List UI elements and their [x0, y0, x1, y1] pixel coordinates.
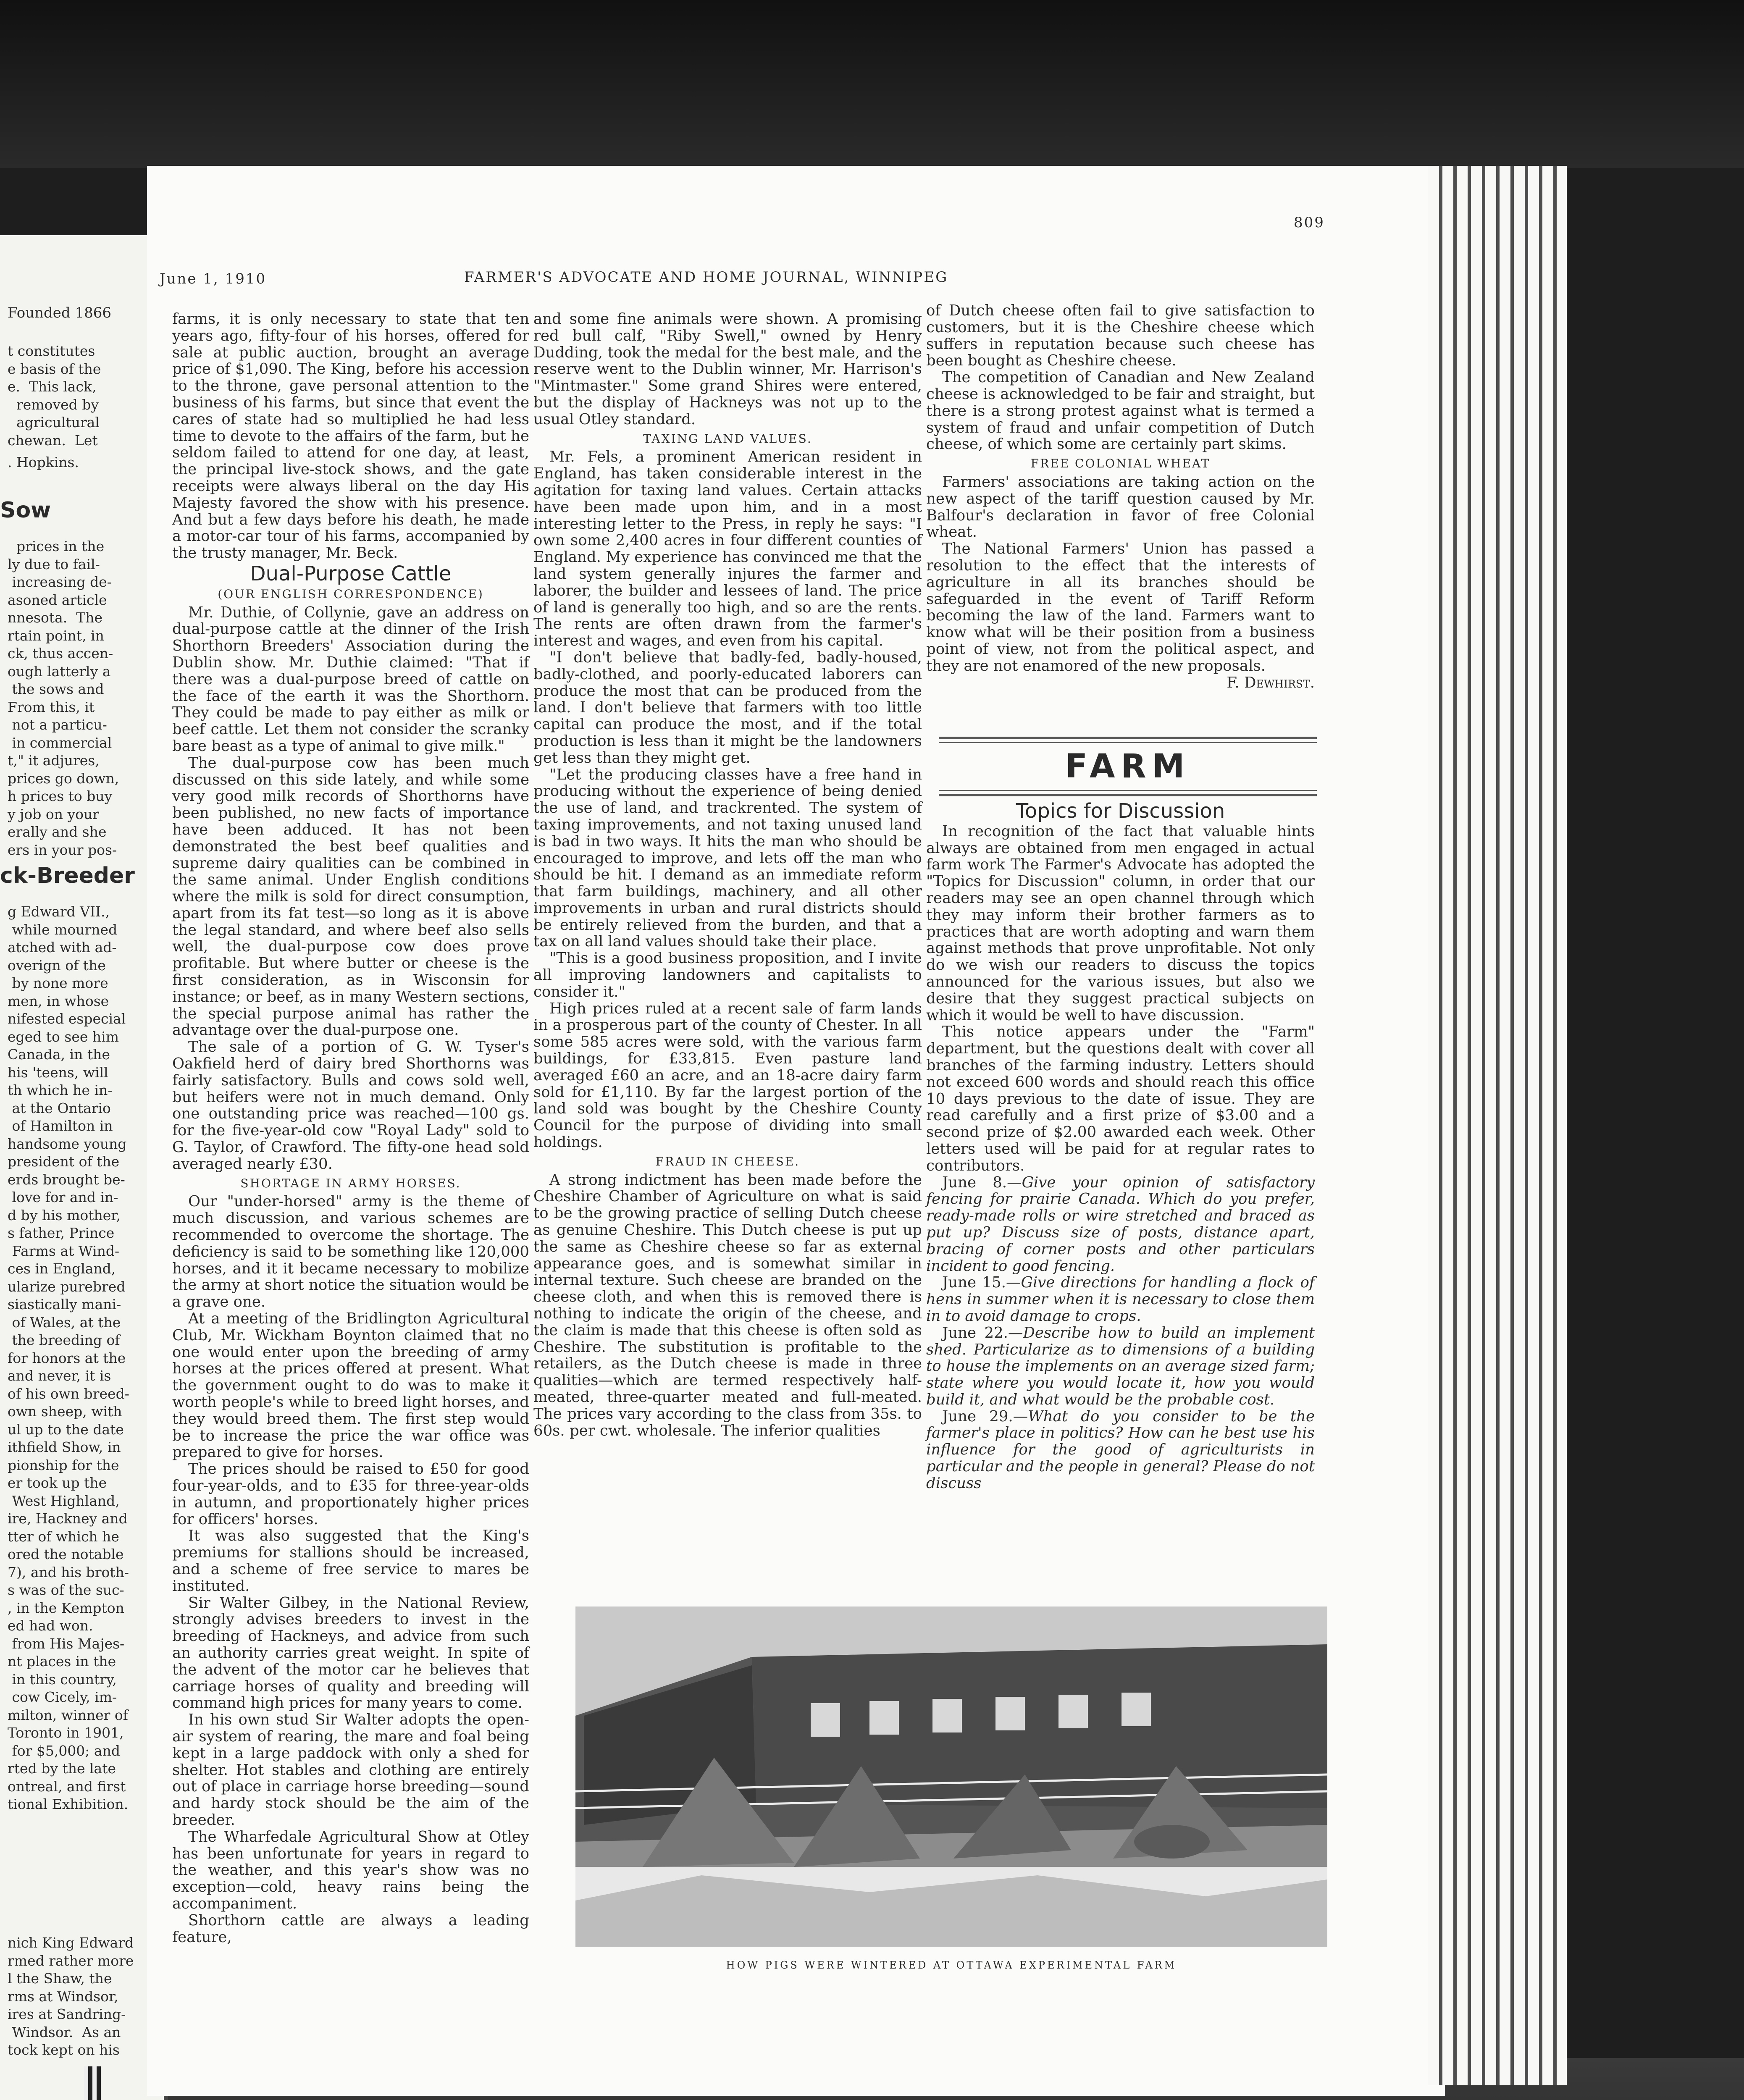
paragraph: Mr. Duthie, of Collynie, gave an address on dual-purpose cattle at the dinner of the Irish Shorthorn Breeders' Association during the Dublin show. Mr. Duthie claimed: "That if there was a dual-purpose breed of cattle on the face of the earth it was the Shorthorn. They could be made to pay either as milk or beef cattle. Let them not consider the scranky bare beast as a type of animal to give milk.": [172, 604, 529, 755]
left-heading-breeder: ck-Breeder: [0, 863, 135, 888]
paragraph: and some fine animals were shown. A promising red bull calf, "Riby Swell," owned by Henry Dudding, took the medal for the best male, and the reserve went to the Dublin winner, Mr. Harrison's "Mintmaster." Some grand Shires were entered, but the display of Hackneys was not up to the usual Otley standard.: [533, 310, 922, 428]
paragraph: In his own stud Sir Walter adopts the open-air system of rearing, the mare and foal being kept in a large paddock with only a shed for shelter. Hot stables and clothing are entirely out of place in carriage horse breeding—sound and hardy stock should be the aim of the breeder.: [172, 1711, 529, 1829]
topic-june-8: [926, 1174, 1315, 1275]
paragraph: Shorthorn cattle are always a leading feature,: [172, 1911, 529, 1946]
page-edges: [1428, 166, 1567, 2085]
topic-june-29: [926, 1408, 1315, 1492]
paragraph: of Dutch cheese often fail to give satisfaction to customers, but it is the Cheshire cheese which suffers in reputation because such cheese has been bought as Cheshire cheese.: [926, 302, 1315, 370]
photo-pigs-wintered: [575, 1606, 1327, 1947]
paragraph: The Wharfedale Agricultural Show at Otley has been unfortunate for years in regard to the weather, and this year's show was no exception—cold, heavy rains being the accompaniment.: [172, 1828, 529, 1912]
banner-rule: [939, 737, 1317, 739]
left-fragment-1: t constitutes e basis of the e. This lack, removed by agricultural chewan. Let: [8, 343, 101, 449]
paragraph: "This is a good business proposition, and I invite all improving landowners and capitalists to consider it.": [533, 950, 922, 1000]
banner-rule: [939, 794, 1317, 796]
topic-text: What do you consider to be the farmer's place in politics? How can he best use his influence for the good of agriculturists in particular and the people in general? Please do not discuss: [926, 1407, 1315, 1492]
page-number: 809: [1294, 214, 1325, 231]
left-facing-page: [0, 235, 168, 2100]
subheading-army-horses: SHORTAGE IN ARMY HORSES.: [240, 1176, 461, 1190]
column-1: [172, 311, 529, 1945]
article-heading-dual-purpose-cattle: Dual-Purpose Cattle: [250, 562, 452, 585]
banner-rule: [939, 742, 1317, 743]
topic-text: Describe how to build an implement shed. Particularize as to dimensions of a building to house the implements on an average sized farm; state where you would locate it, how you would build it, and what would be the probable cost.: [926, 1324, 1315, 1408]
paragraph: Sir Walter Gilbey, in the National Review, strongly advises breeders to invest in the breeding of Hackneys, and advice from such an authority carries great weight. In spite of the advent of the motor car he believes that carriage horses of quality and breeding will command high prices for many years to come.: [172, 1594, 529, 1712]
paragraph: It was also suggested that the King's premiums for stallions should be increased, and a scheme of free service to mares be instituted.: [172, 1527, 529, 1595]
left-fragment-5: nich King Edward rmed rather more l the Shaw, the rms at Windsor, ires at Sandring- Windsor. As an tock kept on his: [8, 1935, 134, 2058]
paragraph: The sale of a portion of G. W. Tyser's Oakfield herd of dairy bred Shorthorns was fairly satisfactory. Bulls and cows sold well, but heifers were not in much demand. Only one outstanding price was reached—100 gs. for the five-year-old cow "Royal Lady" sold to G. Taylor, of Crawford. The fifty-one head sold averaged nearly £30.: [172, 1038, 529, 1173]
paragraph: The National Farmers' Union has passed a resolution to the effect that the interests of agriculture in all its branches should be safeguarded in the event of Tariff Reform becoming the law of the land. Farmers want to know what will be their position from a business point of view, not from the political aspect, and they are not enamored of the new proposals.: [926, 540, 1315, 675]
topic-date: June 29.—: [942, 1407, 1028, 1425]
topic-date: June 8.—: [942, 1173, 1022, 1191]
header-date: June 1, 1910: [160, 270, 267, 287]
paragraph: The competition of Canadian and New Zealand cheese is acknowledged to be fair and straight, but there is a strong protest against what is termed a system of fraud and unfair competition of Dutch cheese, of which some are certainly part skims.: [926, 369, 1315, 453]
left-heading-sow: Sow: [0, 498, 51, 523]
left-fragment-4: g Edward VII., while mourned atched with ad- overign of the by none more men, in whose nifested especial eged to see him Canada, in the his 'teens, will th which he in- at the Ontario of Hamilton in handsome young president of the erds brought be- love for and in- d by his mother, s father, Prince Farms at Wind- ces in England, ularize purebred siastically mani- of Wales, at the the breeding of for honors at the and never, it is of his own breed- own sheep, with ul up to the date ithfield Show, in pionship for the er took up the West Highland, ire, Hackney and tter of which he ored the notable 7), and his broth- s was of the suc- , in the Kempton ed had won. from His Majes- nt places in the in this country, cow Cicely, im- milton, winner of Toronto in 1901, for $5,000; and rted by the late ontreal, and first tional Exhibition.: [8, 903, 129, 1812]
paragraph: Mr. Fels, a prominent American resident in England, has taken considerable interest in the agitation for taxing land values. Certain attacks have been made upon him, and in a most interesting letter to the Press, in reply he says: "I own some 2,400 acres in four different counties of England. My experience has convinced me that the land system generally injures the farmer and laborer, the builder and lessees of land. The price of land is generally too high, and so are the rents. The rents are often drawn from the farmer's interest and wages, and even from his capital.: [533, 448, 922, 650]
article-heading-topics: Topics for Discussion: [1016, 799, 1225, 823]
topic-text: Give directions for handling a flock of hens in summer when it is necessary to close them in to avoid damage to crops.: [926, 1274, 1315, 1325]
farm-section-banner: [939, 734, 1317, 801]
left-fragment-3: prices in the ly due to fail- increasing de- asoned article nnesota. The rtain point, in ck, thus accen- ough latterly a the sows and From this, it not a particu- in commercial t," it adjures, prices go down, h prices to buy y job on your erally and she ers in your pos-: [8, 538, 119, 858]
subheading-taxing-land-values: TAXING LAND VALUES.: [643, 431, 812, 446]
topic-date: June 22.—: [942, 1324, 1023, 1341]
paragraph: This notice appears under the "Farm" department, but the questions dealt with cover all branches of the farming industry. Letters should not exceed 600 words and should reach this office 10 days previous to the date of issue. They are read carefully and a first prize of $3.00 and a second prize of $2.00 awarded each week. Other letters used will be paid for at regular rates to contributors.: [926, 1023, 1315, 1174]
paragraph: "I don't believe that badly-fed, badly-housed, badly-clothed, and poorly-educated laborers can produce the most that can be produced from the land. I don't believe that farmers with too little capital can produce the most, and if the total production is less than it might be the landowners get less than they might get.: [533, 648, 922, 766]
topic-text: Give your opinion of satisfactory fencing for prairie Canada. Which do you prefer, ready-made rolls or wire stretched and braced as put up? Discuss size of posts, distance apart, bracing of corner posts and other particulars incident to good fencing.: [926, 1173, 1315, 1275]
paragraph: High prices ruled at a recent sale of farm lands in a prosperous part of the county of Chester. In all some 585 acres were sold, with the various farm buildings, for £33,815. Even pasture land averaged £60 an acre, and an 18-acre dairy farm sold for £1,110. By far the largest portion of the land sold was bought by the Cheshire County Council for the purpose of dividing into small holdings.: [533, 1000, 922, 1151]
column-3-lower: [926, 799, 1315, 1492]
header-title: FARMER'S ADVOCATE AND HOME JOURNAL, WINNIPEG: [464, 269, 948, 286]
founded-label: Founded 1866: [8, 304, 111, 321]
subheading-free-colonial-wheat: FREE COLONIAL WHEAT: [1030, 457, 1211, 471]
left-fragment-2: . Hopkins.: [8, 454, 79, 470]
subheading-fraud-in-cheese: FRAUD IN CHEESE.: [655, 1154, 800, 1168]
topic-date: June 15.—: [942, 1274, 1021, 1292]
paragraph: A strong indictment has been made before the Cheshire Chamber of Agriculture on what is said to be the growing practice of selling Dutch cheese as genuine Cheshire. This Dutch cheese is put up the same as Cheshire cheese so far as external appearance goes, and is somewhat similar in internal texture. Such cheese are branded on the cheese cloth, and when this is removed there is nothing to indicate the origin of the cheese, and the claim is made that this cheese is often sold as Cheshire. The substitution is profitable to the retailers, as the Dutch cheese is made in three qualities—which are termed respectively half-meated, three-quarter meated and full-meated. The prices vary according to the class from 35s. to 60s. per cwt. wholesale. The inferior qualities: [533, 1171, 922, 1439]
paragraph: Farmers' associations are taking action on the new aspect of the tariff question caused by Mr. Balfour's declaration in favor of free Colonial wheat.: [926, 473, 1315, 541]
book-binding: [84, 2066, 101, 2100]
scan-background-top: [0, 0, 1744, 168]
column-3-upper: [926, 302, 1315, 691]
paragraph: In recognition of the fact that valuable hints always are obtained from men engaged in actual farm work The Farmer's Advocate has adopted the "Topics for Discussion" column, in order that our readers may see an open channel through which they may inform their brother farmers as to practices that are worth adopting and warn them against methods that prove unprofitable. Not only do we wish our readers to discuss the topics announced for the various issues, but also we desire that they suggest practical subjects on which it would be well to have discussion.: [926, 822, 1315, 1024]
paragraph: The prices should be raised to £50 for good four-year-olds, and to £35 for three-year-olds in autumn, and proportionately higher prices for officers' horses.: [172, 1460, 529, 1528]
byline: (OUR ENGLISH CORRESPONDENCE): [218, 587, 484, 601]
paragraph: "Let the producing classes have a free hand in producing without the experience of being denied the use of land, and trackrented. The system of taxing improvements, and not taxing unused land is bad in two ways. It hits the man who should be encouraged to improve, and lets off the man who should be hit. I demand as an immediate reform that farm buildings, machinery, and all other improvements in urban and rural districts should be entirely relieved from the burden, and that a tax on all land values should take their place.: [533, 766, 922, 950]
topic-june-15: [926, 1274, 1315, 1324]
photo-illustration: [575, 1606, 1327, 1947]
banner-rule: [939, 790, 1317, 791]
topic-june-22: [926, 1325, 1315, 1408]
column-2: [533, 311, 922, 1439]
paragraph: At a meeting of the Bridlington Agricultural Club, Mr. Wickham Boynton claimed that no one would enter upon the breeding of army horses at the prices offered at present. What the government ought to do was to make it worth people's while to breed light horses, and they would breed them. The first step would be to increase the price the war office was prepared to give for horses.: [172, 1310, 529, 1461]
paragraph: Our "under-horsed" army is the theme of much discussion, and various schemes are recommended to overcome the shortage. The deficiency is said to be something like 120,000 horses, and it it became necessary to mobilize the army at short notice the situation would be a grave one.: [172, 1193, 529, 1311]
paragraph: farms, it is only necessary to state that ten years ago, fifty-four of his horses, offered for sale at public auction, brought an average price of $1,090. The King, before his accession to the throne, gave personal attention to the business of his farms, but since that event the cares of state had so multiplied he had less time to devote to the affairs of the farm, but he seldom failed to attend for one day, at least, the principal live-stock shows, and the gate receipts were always liberal on the day His Majesty favored the show with his presence. And but a few days before his death, he made a motor-car tour of his farms, accompanied by the trusty manager, Mr. Beck.: [172, 310, 529, 562]
paragraph: The dual-purpose cow has been much discussed on this side lately, and while some very good milk records of Shorthorns have been published, no new facts of importance have been adduced. It has not been demonstrated the best beef qualities and supreme dairy qualities can be combined in the same animal. Under English conditions where the milk is sold for direct consumption, apart from its fat test—so long as it is above the legal standard, and where beef also sells well, the dual-purpose cow does prove profitable. But where butter or cheese is the first consideration, as in Wisconsin for instance; or beef, as in many Western sections, the special purpose animal has rather the advantage over the dual-purpose one.: [172, 754, 529, 1039]
photo-caption: HOW PIGS WERE WINTERED AT OTTAWA EXPERIMENTAL FARM: [726, 1959, 1177, 1971]
signature: F. Dewhirst.: [1227, 674, 1315, 691]
farm-banner-title: FARM: [1065, 748, 1191, 785]
